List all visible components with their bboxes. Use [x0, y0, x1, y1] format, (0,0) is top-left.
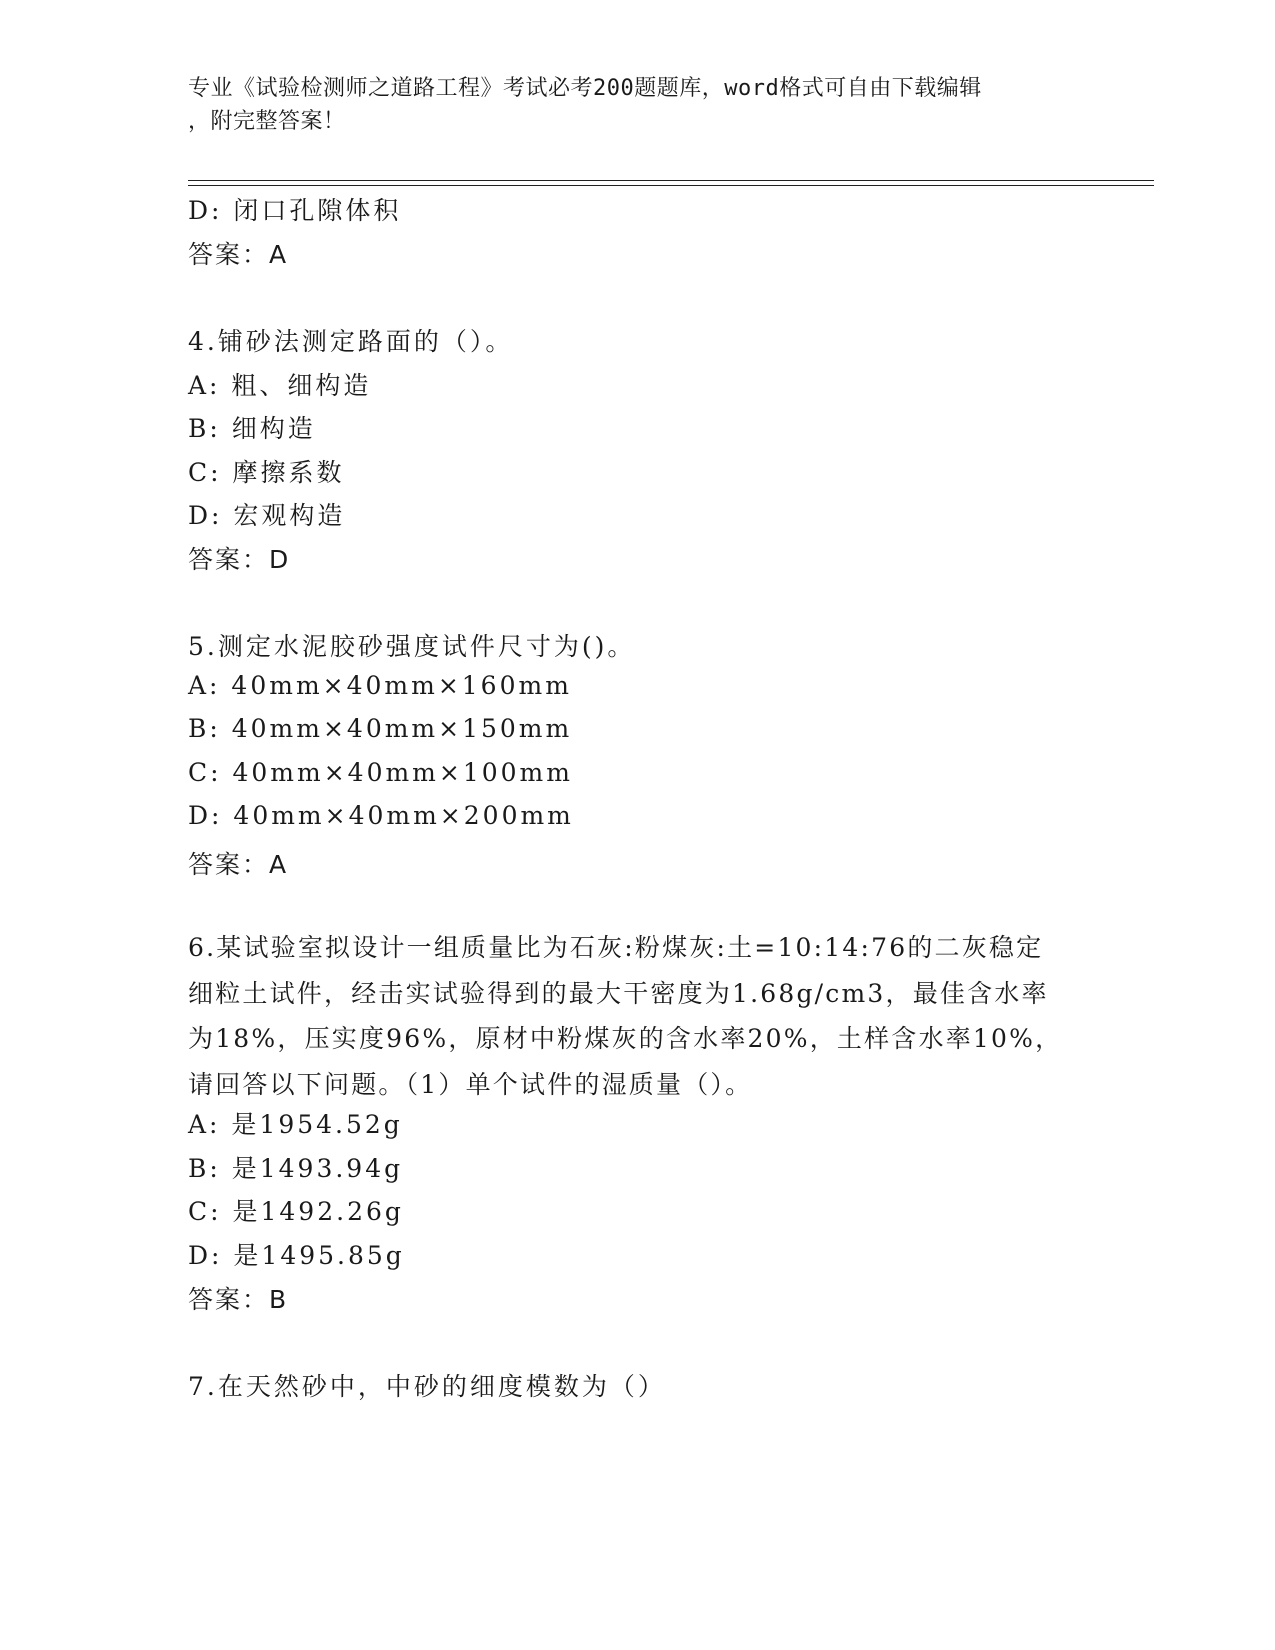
- document-header: [188, 72, 1088, 138]
- q6-answer: 答案：B: [188, 1285, 289, 1314]
- q6-option-b: B: 是1493.94g: [188, 1154, 404, 1183]
- header-divider-top: [188, 180, 1154, 181]
- q5-answer: 答案：A: [188, 850, 289, 879]
- q4-question: 4.铺砂法测定路面的（）。: [188, 327, 514, 356]
- q4-option-a: A: 粗、细构造: [188, 371, 372, 400]
- q4-option-d: D: 宏观构造: [188, 501, 346, 530]
- q5-option-d: D: 40mm×40mm×200mm: [188, 801, 574, 830]
- header-title-line-1: 专业《试验检测师之道路工程》考试必考200题题库，word格式可自由下载编辑: [188, 76, 982, 101]
- header-divider-bottom: [188, 185, 1154, 186]
- q6-question-line-3: 为18%，压实度96%，原材中粉煤灰的含水率20%，土样含水率10%，: [188, 1024, 1063, 1053]
- q4-option-c: C: 摩擦系数: [188, 458, 345, 487]
- q6-option-a: A: 是1954.52g: [188, 1110, 403, 1139]
- q6-question-line-1: 6.某试验室拟设计一组质量比为石灰:粉煤灰:土=10:14:76的二灰稳定: [188, 933, 1044, 962]
- q6-question: [188, 925, 1088, 1107]
- header-title-line-2: ，附完整答案！: [188, 109, 346, 134]
- q7-question: 7.在天然砂中，中砂的细度模数为（）: [188, 1372, 666, 1401]
- q4-option-b: B: 细构造: [188, 414, 316, 443]
- q5-option-a: A: 40mm×40mm×160mm: [188, 671, 572, 700]
- q6-question-line-2: 细粒土试件，经击实试验得到的最大干密度为1.68g/cm3，最佳含水率: [188, 978, 1049, 1008]
- q3-option-d: D: 闭口孔隙体积: [188, 196, 402, 225]
- q6-question-line-4: 请回答以下问题。（1）单个试件的湿质量（）。: [188, 1069, 753, 1099]
- q5-option-b: B: 40mm×40mm×150mm: [188, 714, 573, 743]
- q3-answer: 答案：A: [188, 240, 289, 269]
- q5-option-c: C: 40mm×40mm×100mm: [188, 758, 573, 787]
- q4-answer: 答案：D: [188, 545, 291, 574]
- q5-question: 5.测定水泥胶砂强度试件尺寸为()。: [188, 632, 636, 661]
- q6-option-c: C: 是1492.26g: [188, 1197, 404, 1226]
- q6-option-d: D: 是1495.85g: [188, 1241, 405, 1270]
